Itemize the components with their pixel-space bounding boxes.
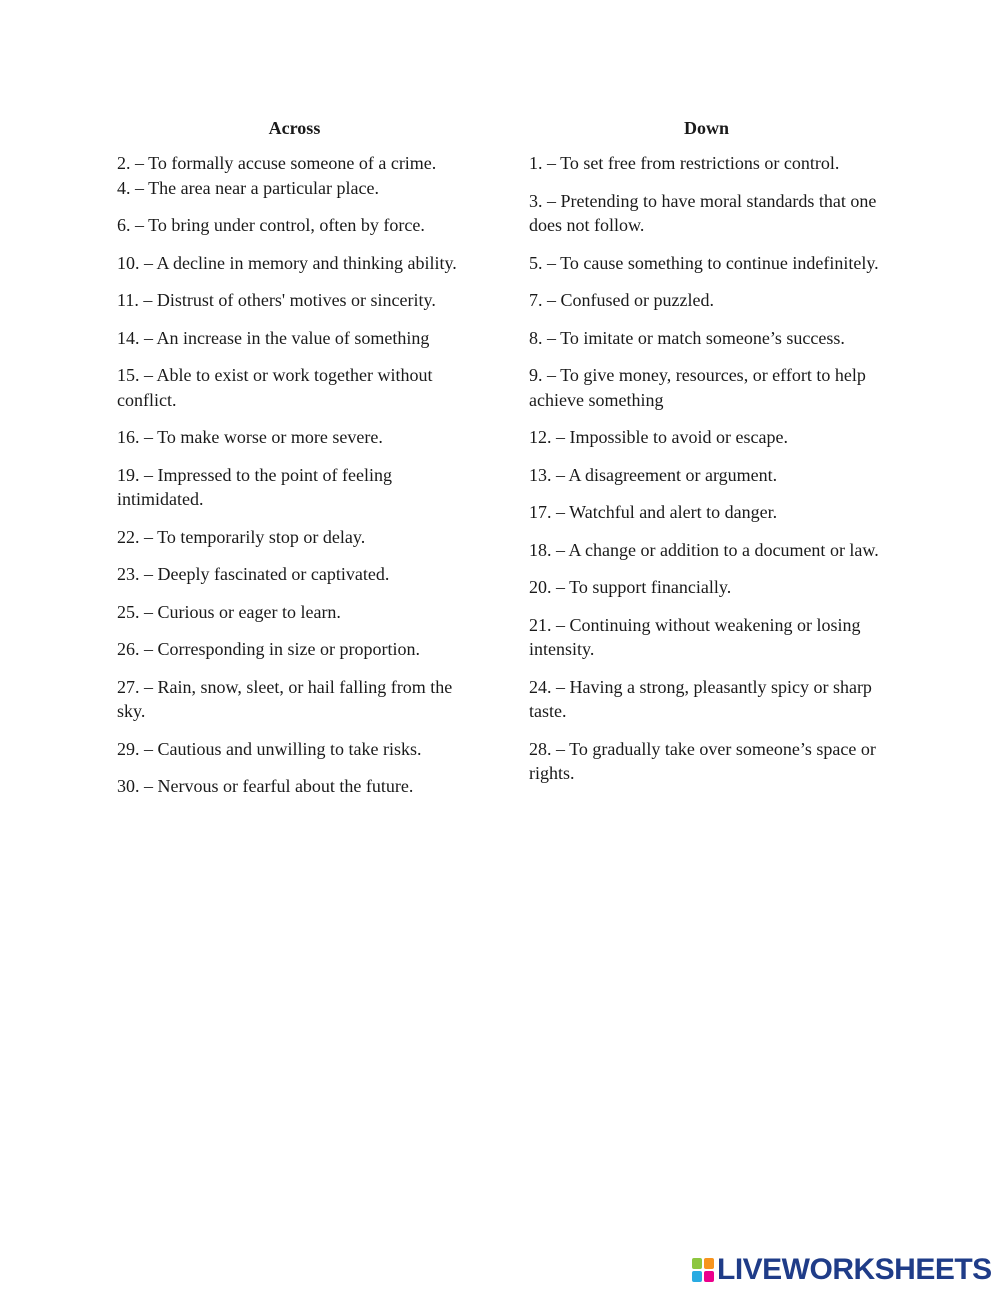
clue-down-13: 13. – A disagreement or argument. bbox=[529, 464, 778, 485]
down-column bbox=[529, 116, 884, 799]
clue-across-6: 6. – To bring under control, often by force. bbox=[117, 215, 425, 235]
clue-across-10: 10. – A decline in memory and thinking ability. bbox=[117, 252, 457, 273]
clue-across-16: 16. – To make worse or more severe. bbox=[117, 427, 383, 447]
logo-mark-block-i bbox=[704, 1258, 714, 1269]
down-heading: Down bbox=[683, 118, 729, 138]
clue-down-12: 12. – Impossible to avoid or escape. bbox=[529, 427, 788, 447]
logo-mark-icon bbox=[692, 1258, 714, 1282]
logo-mark-block-l bbox=[692, 1258, 702, 1269]
clue-down-7: 7. – Confused or puzzled. bbox=[529, 290, 714, 310]
clue-down-18: 18. – A change or addition to a document or law. bbox=[529, 539, 879, 560]
clue-across-2: 2. – To formally accuse someone of a crime. bbox=[117, 153, 437, 173]
clue-down-20: 20. – To support financially. bbox=[529, 577, 732, 597]
across-column bbox=[117, 116, 472, 812]
clue-down-1: 1. – To set free from restrictions or control. bbox=[529, 153, 840, 173]
liveworksheets-logo bbox=[692, 1253, 992, 1286]
clue-down-3: 3. – Pretending to have moral standards that one does not follow. bbox=[529, 190, 877, 235]
clue-across-30: 30. – Nervous or fearful about the future. bbox=[117, 776, 414, 796]
clue-down-17: 17. – Watchful and alert to danger. bbox=[529, 502, 778, 522]
logo-mark-block-v bbox=[692, 1271, 702, 1282]
logo-wordmark: LIVEWORKSHEETS bbox=[717, 1253, 992, 1286]
clue-across-22: 22. – To temporarily stop or delay. bbox=[117, 526, 366, 547]
clue-across-29: 29. – Cautious and unwilling to take risks. bbox=[117, 738, 422, 759]
clue-down-8: 8. – To imitate or match someone’s success. bbox=[529, 327, 845, 348]
clue-down-21: 21. – Continuing without weakening or losing intensity. bbox=[529, 614, 861, 659]
logo-mark-block-e bbox=[704, 1271, 714, 1282]
clue-down-9: 9. – To give money, resources, or effort to help achieve something bbox=[529, 365, 866, 410]
clue-across-25: 25. – Curious or eager to learn. bbox=[117, 601, 341, 622]
clue-across-23: 23. – Deeply fascinated or captivated. bbox=[117, 564, 390, 584]
across-heading: Across bbox=[268, 118, 321, 138]
clue-across-19: 19. – Impressed to the point of feeling intimidated. bbox=[117, 464, 392, 509]
clue-across-11: 11. – Distrust of others' motives or sincerity. bbox=[117, 290, 436, 310]
clue-across-15: 15. – Able to exist or work together without conflict. bbox=[117, 365, 433, 410]
clue-across-14: 14. – An increase in the value of something bbox=[117, 327, 430, 348]
clue-down-28: 28. – To gradually take over someone’s space or rights. bbox=[529, 738, 876, 783]
clue-across-4: 4. – The area near a particular place. bbox=[117, 177, 380, 198]
clue-across-27: 27. – Rain, snow, sleet, or hail falling from the sky. bbox=[117, 676, 453, 721]
clue-across-26: 26. – Corresponding in size or proportion. bbox=[117, 639, 420, 659]
clue-down-5: 5. – To cause something to continue indefinitely. bbox=[529, 252, 879, 273]
clue-down-24: 24. – Having a strong, pleasantly spicy or sharp taste. bbox=[529, 676, 872, 721]
